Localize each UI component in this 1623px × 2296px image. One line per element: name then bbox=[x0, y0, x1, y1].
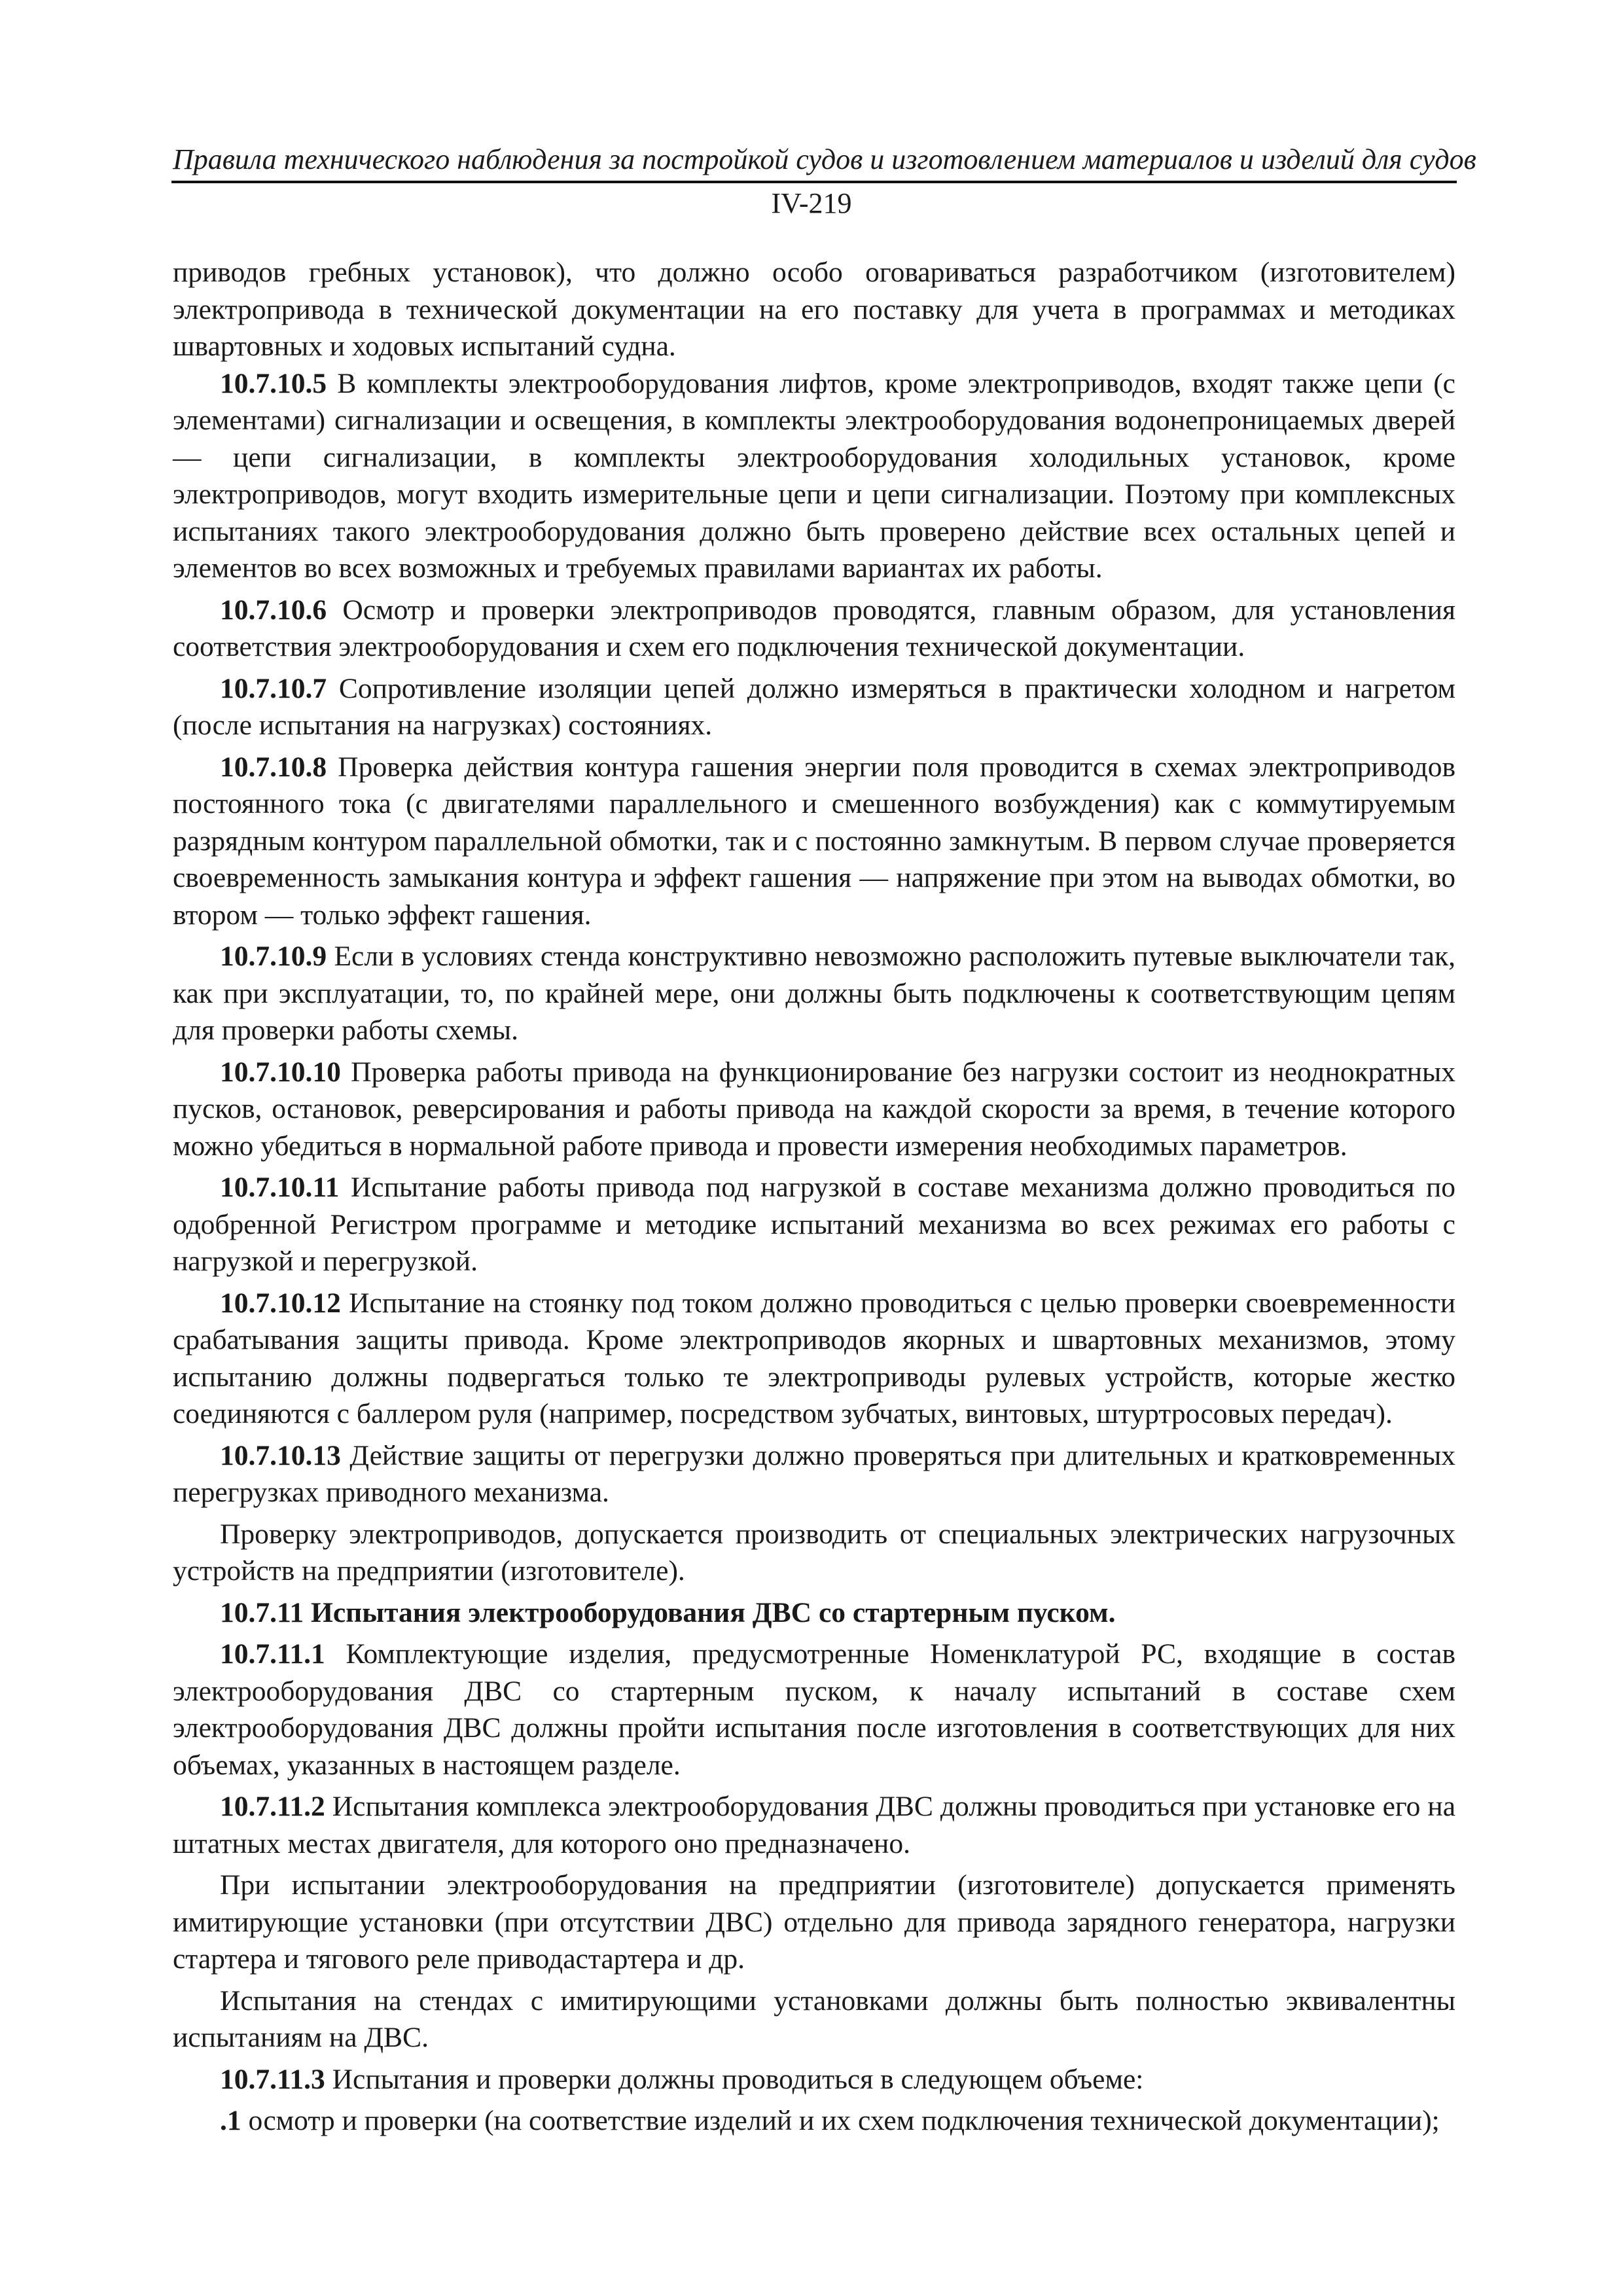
paragraph-text: Если в условиях стенда конструктивно невозможно расположить путевые выключатели так, как при эксплуатации, то, по крайней мере, они должны быть подключены к соответствующим цепям для проверки работы схемы. bbox=[173, 941, 1456, 1046]
clause-number: 10.7.10.5 bbox=[220, 367, 327, 399]
paragraph bbox=[173, 1169, 1455, 1280]
document-body bbox=[173, 254, 1455, 2140]
paragraph bbox=[173, 1867, 1455, 1978]
paragraph-text: Испытание на стоянку под током должно проводиться с целью проверки своевременности срабатывания защиты привода. Кроме электроприводов якорных и швартовных механизмов, этому испытанию должны подвергаться только те электроприводы рулевых устройств, которые жестко соединяются с баллером руля (например, посредством зубчатых, винтовых, штуртросовых передач). bbox=[173, 1287, 1455, 1429]
list-item bbox=[173, 2102, 1455, 2140]
clause-number: 10.7.11.2 bbox=[220, 1791, 325, 1822]
paragraph bbox=[173, 1437, 1455, 1511]
paragraph bbox=[173, 938, 1455, 1049]
paragraph-text: Действие защиты от перегрузки должно проверяться при длительных и кратковременных перегрузках приводного механизма. bbox=[173, 1439, 1456, 1508]
clause-number: 10.7.10.11 bbox=[220, 1172, 340, 1203]
clause-number: 10.7.10.8 bbox=[220, 751, 327, 783]
paragraph-text: приводов гребных установок), что должно особо оговариваться разработчиком (изготовителем) электропривода в технической документации на его поставку для учета в программах и методиках швартовных и ходовых испытаний судна. bbox=[173, 257, 1455, 362]
clause-number: 10.7.10.10 bbox=[220, 1056, 341, 1088]
paragraph-text: Испытания комплекса электрооборудования ДВС должны проводиться при установке его на штатных местах двигателя, для которого оно предназначено. bbox=[173, 1791, 1456, 1859]
paragraph bbox=[173, 1788, 1455, 1862]
paragraph bbox=[173, 592, 1455, 666]
paragraph bbox=[173, 365, 1455, 587]
paragraph-text: Проверку электроприводов, допускается производить от специальных электрических нагрузочных устройств на предприятии (изготовителе). bbox=[173, 1518, 1455, 1587]
list-item-number: .1 bbox=[220, 2105, 241, 2136]
paragraph-text: Проверка действия контура гашения энергии поля проводится в схемах электроприводов постоянного тока (с двигателями параллельного и смешенного возбуждения) как с коммутируемым разрядным контуром параллельной обмотки, так и с постоянно замкнутым. В первом случае проверяется своевременность замыкания контура и эффект гашения — напряжение при этом на выводах обмотки, во втором — только эффект гашения. bbox=[173, 751, 1455, 931]
paragraph-text: Осмотр и проверки электроприводов проводятся, главным образом, для установления соответствия электрооборудования и схем его подключения технической документации. bbox=[173, 594, 1455, 662]
paragraph bbox=[173, 749, 1455, 934]
paragraph bbox=[173, 670, 1455, 744]
paragraph-text: В комплекты электрооборудования лифтов, кроме электроприводов, входят также цепи (с элементами) сигнализации и освещения, в комплекты электрооборудования водонепроницаемых дверей — цепи сигнализации, в комплекты электрооборудования холодильных установок, кроме электроприводов, могут входить измерительные цепи и цепи сигнализации. Поэтому при комплексных испытаниях такого электрооборудования должно быть проверено действие всех остальных цепей и элементов во всех возможных и требуемых правилами вариантах их работы. bbox=[173, 367, 1455, 584]
clause-number: 10.7.10.13 bbox=[220, 1439, 341, 1471]
clause-number: 10.7.10.6 bbox=[220, 594, 327, 626]
page-number: IV-219 bbox=[771, 187, 852, 219]
clause-number: 10.7.11.1 bbox=[220, 1638, 325, 1670]
paragraph bbox=[173, 2061, 1455, 2098]
clause-number: 10.7.10.9 bbox=[220, 941, 327, 972]
paragraph bbox=[173, 1516, 1455, 1590]
section-number: 10.7.11 bbox=[220, 1596, 304, 1628]
list-item-text: осмотр и проверки (на соответствие изделий и их схем подключения технической документации); bbox=[248, 2105, 1440, 2136]
paragraph-text: При испытании электрооборудования на предприятии (изготовителе) допускается применять имитирующие установки (при отсутствии ДВС) отдельно для привода зарядного генератора, нагрузки стартера и тягового реле приводастартера и др. bbox=[173, 1869, 1455, 1975]
paragraph bbox=[173, 1285, 1455, 1433]
header-rule bbox=[171, 181, 1457, 183]
paragraph-text: Сопротивление изоляции цепей должно измеряться в практически холодном и нагретом (после испытания на нагрузках) состояниях. bbox=[173, 672, 1455, 741]
paragraph bbox=[173, 1636, 1455, 1784]
paragraph-text: Проверка работы привода на функционирование без нагрузки состоит из неоднократных пусков, остановок, реверсирования и работы привода на каждой скорости за время, в течение которого можно убедиться в нормальной работе привода и провести измерения необходимых параметров. bbox=[173, 1056, 1456, 1162]
paragraph-text: Комплектующие изделия, предусмотренные Номенклатурой РС, входящие в состав электрооборудования ДВС со стартерным пуском, к началу испытаний в составе схем электрооборудования ДВС должны пройти испытания после изготовления в соответствующих для них объемах, указанных в настоящем разделе. bbox=[173, 1638, 1455, 1781]
paragraph bbox=[173, 1982, 1455, 2056]
paragraph-text: Испытание работы привода под нагрузкой в составе механизма должно проводиться по одобренной Регистром программе и методике испытаний механизма во всех режимах его работы с нагрузкой и перегрузкой. bbox=[173, 1172, 1456, 1277]
paragraph-text: Испытания и проверки должны проводиться в следующем объеме: bbox=[332, 2063, 1144, 2095]
section-heading bbox=[173, 1594, 1455, 1632]
paragraph bbox=[173, 1054, 1455, 1165]
clause-number: 10.7.10.12 bbox=[220, 1287, 341, 1319]
paragraph-text: Испытания на стендах с имитирующими установками должны быть полностью эквивалентны испытаниям на ДВС. bbox=[173, 1984, 1455, 2053]
section-title: Испытания электрооборудования ДВС со стартерным пуском. bbox=[310, 1596, 1116, 1628]
clause-number: 10.7.11.3 bbox=[220, 2063, 325, 2095]
running-header-title: Правила технического наблюдения за постройкой судов и изготовлением материалов и изделий для судов bbox=[173, 143, 1476, 175]
paragraph bbox=[173, 254, 1455, 365]
clause-number: 10.7.10.7 bbox=[220, 672, 327, 704]
